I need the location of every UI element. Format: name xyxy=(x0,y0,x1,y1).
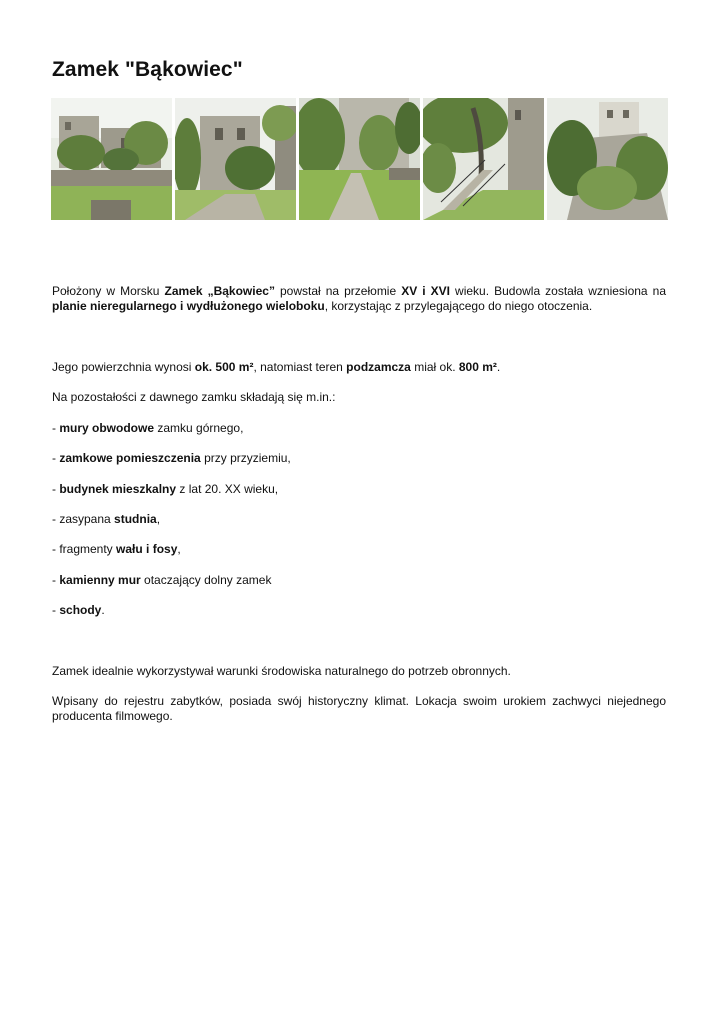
list-item: - zasypana studnia, xyxy=(52,512,161,526)
castle-courtyard-photo[interactable] xyxy=(175,98,296,220)
list-item: - schody. xyxy=(52,603,105,617)
register-paragraph: Wpisany do rejestru zabytków, posiada swój historyczny klimat. Lokacja swoim urokiem zachwyci niejednego producenta filmowego. xyxy=(52,694,666,723)
defense-paragraph: Zamek idealnie wykorzystywał warunki środowiska naturalnego do potrzeb obronnych. xyxy=(52,664,511,678)
list-item: - kamienny mur otaczający dolny zamek xyxy=(52,573,272,587)
intro-paragraph: Położony w Morsku Zamek „Bąkowiec” powstał na przełomie XV i XVI wieku. Budowla została wzniesiona na planie nieregularnego i wydłużonego wieloboku, korzystając z przylegającego do niego otoczenia. xyxy=(52,284,667,313)
castle-rock-tower-photo[interactable] xyxy=(547,98,668,220)
list-item: - budynek mieszkalny z lat 20. XX wieku, xyxy=(52,482,279,496)
castle-stairs-photo[interactable] xyxy=(423,98,544,220)
remains-intro: Na pozostałości z dawnego zamku składają się m.in.: xyxy=(52,390,336,404)
area-paragraph: Jego powierzchnia wynosi ok. 500 m², natomiast teren podzamcza miał ok. 800 m². xyxy=(52,360,501,374)
list-item: - fragmenty wału i fosy, xyxy=(52,542,181,556)
castle-garden-path-photo[interactable] xyxy=(299,98,420,220)
list-item: - mury obwodowe zamku górnego, xyxy=(52,421,244,435)
photo-gallery xyxy=(51,98,668,220)
castle-ruins-photo[interactable] xyxy=(51,98,172,220)
list-item: - zamkowe pomieszczenia przy przyziemiu, xyxy=(52,451,291,465)
page-title: Zamek "Bąkowiec" xyxy=(52,58,243,81)
